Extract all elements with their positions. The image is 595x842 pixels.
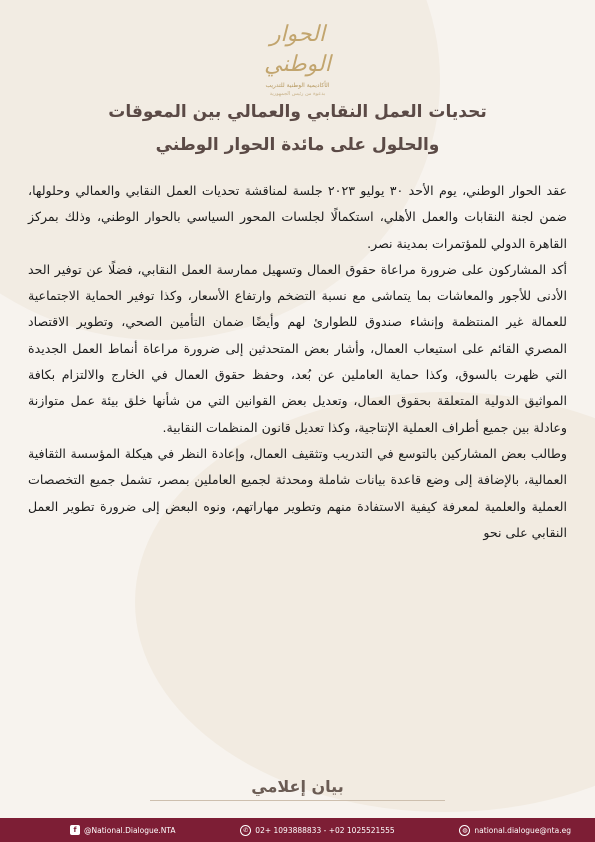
- media-statement-label: بيان إعلامي: [251, 777, 344, 796]
- paragraph-3: وطالب بعض المشاركين بالتوسع في التدريب وتثقيف العمال، وإعادة النظر في هيكلة المؤسسة الثقافية العمالية، بالإضافة إلى وضع قاعدة بيانات شاملة ومحدثة لجميع العاملين بمصر، تشمل جميع التخصصات العملية والعلمية لمعرفة كيفية الاستفادة منهم وتطوير مهاراتهم، ونوه البعض إلى ضرورة تطوير العمل النقابي على نحو: [28, 445, 567, 540]
- page-title: [70, 96, 525, 162]
- globe-icon: ◍: [459, 825, 470, 836]
- title-line-2: والحلول على مائدة الحوار الوطني: [155, 135, 440, 155]
- paragraph-1: عقد الحوار الوطني، يوم الأحد ٣٠ يوليو ٢٠٢٣ جلسة لمناقشة تحديات العمل النقابي والعمالي وحلولها، ضمن لجنة النقابات والعمل الأهلي، استكمالًا لجلسات المحور السياسي بالحوار الوطني، وذلك بمركز القاهرة الدولي للمؤتمرات بمدينة نصر.: [28, 183, 567, 251]
- title-line-1: تحديات العمل النقابي والعمالي بين المعوقات: [108, 102, 487, 122]
- facebook-icon: f: [70, 825, 80, 835]
- logo-subtitle: الأكاديمية الوطنية للتدريب: [265, 82, 330, 89]
- phone-numbers: 02+ 1093888833 - +02 1025521555: [255, 825, 395, 835]
- email-contact[interactable]: [459, 825, 571, 836]
- logo-mark: الحوار الوطني: [264, 22, 331, 77]
- logo-subtitle-2: بدعوة من رئيس الجمهورية: [269, 91, 326, 97]
- facebook-handle: @National.Dialogue.NTA: [84, 825, 176, 835]
- phone-contact[interactable]: [240, 825, 394, 836]
- email-address: national.dialogue@nta.eg: [474, 825, 571, 835]
- phone-icon: ✆: [240, 825, 251, 836]
- footer-divider: [150, 800, 445, 801]
- contact-footer-bar: [0, 818, 595, 842]
- paragraph-2: أكد المشاركون على ضرورة مراعاة حقوق العمال وتسهيل ممارسة العمل النقابي، فضلًا عن توفير الحد الأدنى للأجور والمعاشات بما يتماشى مع نسبة التضخم وارتفاع الأسعار، وكذا توفير الحماية الاجتماعية للعمالة غير المنتظمة وإنشاء صندوق للطوارئ لهم وأيضًا ضمان التأمين الصحي، وتطوير الاقتصاد المصري القائم على استيعاب العمال، وأشار بعض المتحدثين إلى ضرورة مراعاة أنماط العمل الجديدة التي ظهرت بالسوق، وكذا حماية العاملين عن بُعد، وحفظ حقوق العمال في الخارج والالتزام بكافة المواثيق الدولية المتعلقة بحقوق العمال، وتعديل بعض القوانين التي من شأنها خلق بيئة عمل متوازنة وعادلة بين جميع أطراف العملية الإنتاجية، وكذا تعديل قانون المنظمات النقابية.: [28, 261, 567, 435]
- facebook-contact[interactable]: [70, 825, 176, 835]
- national-dialogue-logo: [245, 20, 350, 97]
- article-body: [28, 178, 567, 546]
